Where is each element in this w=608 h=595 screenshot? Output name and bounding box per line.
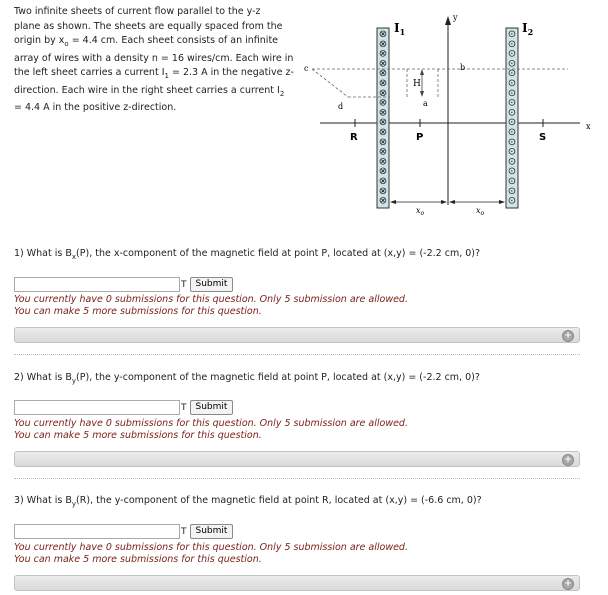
amperian-loop-left-edge [312, 69, 348, 97]
point-r-label: R [350, 132, 358, 143]
question-2-hint-bar[interactable] [14, 451, 580, 467]
wire-into-page-icon: ⊗ [378, 146, 388, 158]
wire-out-of-page-icon: ⊙ [507, 68, 517, 80]
wire-into-page-icon: ⊗ [378, 185, 388, 197]
right-sheet-out-of-page-symbols [508, 29, 516, 207]
expand-plus-icon[interactable]: + [562, 578, 574, 590]
wire-into-page-icon: ⊗ [378, 58, 388, 70]
wire-out-of-page-icon: ⊙ [507, 117, 517, 129]
wire-out-of-page-icon: ⊙ [507, 156, 517, 168]
question-1-answer-input[interactable] [14, 277, 180, 292]
wire-into-page-icon: ⊗ [378, 136, 388, 148]
wire-into-page-icon: ⊗ [378, 97, 388, 109]
intro-line: origin by $x_o = 4.4$ cm. Each sheet consists of an infinite [14, 35, 279, 49]
wire-into-page-icon: ⊗ [378, 48, 388, 60]
question-3-text: 3) What is $B_y(R)$, the y-component of the magnetic field at point R, located at (x,y) = (-6.6 cm, 0)? [14, 495, 482, 508]
xo-right-label: $x_o$ [476, 206, 485, 217]
wire-into-page-icon: ⊗ [378, 166, 388, 178]
xo-left-arrowhead-left [390, 200, 396, 204]
x-axis-label: x [586, 122, 591, 131]
point-p-label: P [416, 132, 424, 143]
wire-out-of-page-icon: ⊙ [507, 166, 517, 178]
question-2-submission-status: You currently have 0 submissions for this question. Only 5 submission are allowed. You can make 5 more submissions for this question. [14, 418, 408, 441]
divider [14, 354, 580, 355]
height-h-label: H [413, 79, 421, 89]
question-1-answer-row [14, 277, 233, 292]
xo-left-label: $x_o$ [416, 206, 425, 217]
intro-line: direction. Each wire in the right sheet carries a current $I_2$ [14, 84, 285, 98]
wire-into-page-icon: ⊗ [378, 127, 388, 138]
current-i1-label: $I_1$ [394, 21, 406, 37]
wire-out-of-page-icon: ⊙ [507, 38, 517, 50]
xo-left-arrowhead-right [441, 200, 447, 204]
wire-into-page-icon: ⊗ [378, 38, 388, 50]
intro-line: the left sheet carries a current $I_1 = 2.3$ A in the negative z- [14, 67, 294, 81]
y-axis-label: y [453, 13, 458, 22]
question-2-submit-button[interactable]: Submit [190, 400, 234, 415]
wire-out-of-page-icon: ⊙ [507, 87, 517, 99]
question-1-hint-bar[interactable] [14, 327, 580, 343]
wire-out-of-page-icon: ⊙ [507, 185, 517, 197]
divider [14, 478, 580, 479]
corner-b-label: b [460, 63, 466, 72]
question-3-hint-bar[interactable] [14, 575, 580, 591]
current-i2-label: $I_2$ [522, 21, 534, 37]
y-axis-arrow [445, 16, 451, 25]
wire-out-of-page-icon: ⊙ [507, 176, 517, 187]
question-2-answer-row [14, 400, 233, 415]
question-3-answer-row [14, 524, 233, 539]
wire-into-page-icon: ⊗ [378, 117, 388, 129]
current-sheets-diagram [300, 5, 600, 220]
corner-a-label: a [423, 99, 428, 108]
wire-out-of-page-icon: ⊙ [507, 195, 517, 207]
h-arrow-bottom [420, 91, 424, 97]
wire-out-of-page-icon: ⊙ [507, 29, 517, 40]
wire-out-of-page-icon: ⊙ [507, 48, 517, 60]
point-s-label: S [539, 132, 547, 143]
wire-out-of-page-icon: ⊙ [507, 146, 517, 158]
wire-out-of-page-icon: ⊙ [507, 136, 517, 148]
wire-into-page-icon: ⊗ [378, 176, 388, 187]
problem-statement [14, 5, 296, 116]
intro-line: plane as shown. The sheets are equally spaced from the [14, 20, 283, 32]
intro-line: array of wires with a density n = 16 wires/cm. Each wire in [14, 52, 294, 64]
wire-into-page-icon: ⊗ [378, 29, 388, 40]
wire-out-of-page-icon: ⊙ [507, 78, 517, 89]
question-3-submit-button[interactable]: Submit [190, 524, 234, 539]
question-1-text: 1) What is $B_x(P)$, the x-component of the magnetic field at point P, located at (x,y) = (-2.2 cm, 0)? [14, 248, 481, 261]
corner-d-label: d [338, 102, 344, 111]
wire-into-page-icon: ⊗ [378, 195, 388, 207]
corner-c-label: c [304, 64, 309, 73]
wire-into-page-icon: ⊗ [378, 87, 388, 99]
question-1-submit-button[interactable]: Submit [190, 277, 234, 292]
expand-plus-icon[interactable]: + [562, 330, 574, 342]
question-2-unit: T [181, 402, 187, 413]
wire-into-page-icon: ⊗ [378, 78, 388, 89]
wire-out-of-page-icon: ⊙ [507, 107, 517, 119]
question-2-answer-input[interactable] [14, 400, 180, 415]
question-2-text: 2) What is $B_y(P)$, the y-component of the magnetic field at point P, located at (x,y) = (-2.2 cm, 0)? [14, 372, 480, 385]
question-3-answer-input[interactable] [14, 524, 180, 539]
question-1-submission-status: You currently have 0 submissions for this question. Only 5 submission are allowed. You can make 5 more submissions for this question. [14, 294, 408, 317]
xo-right-arrowhead-right [499, 200, 505, 204]
intro-line: Two infinite sheets of current flow parallel to the y-z [14, 6, 261, 17]
wire-out-of-page-icon: ⊙ [507, 97, 517, 109]
wire-out-of-page-icon: ⊙ [507, 127, 517, 138]
wire-into-page-icon: ⊗ [378, 68, 388, 80]
wire-out-of-page-icon: ⊙ [507, 58, 517, 70]
wire-into-page-icon: ⊗ [378, 107, 388, 119]
question-3-submission-status: You currently have 0 submissions for this question. Only 5 submission are allowed. You can make 5 more submissions for this question. [14, 542, 408, 565]
left-sheet-into-page-symbols [379, 29, 387, 207]
expand-plus-icon[interactable]: + [562, 454, 574, 466]
intro-line: = 4.4 A in the positive z-direction. [14, 102, 177, 114]
question-3-unit: T [181, 526, 187, 537]
xo-right-arrowhead-left [449, 200, 455, 204]
wire-into-page-icon: ⊗ [378, 156, 388, 168]
h-arrow-top [420, 69, 424, 75]
question-1-unit: T [181, 279, 187, 290]
